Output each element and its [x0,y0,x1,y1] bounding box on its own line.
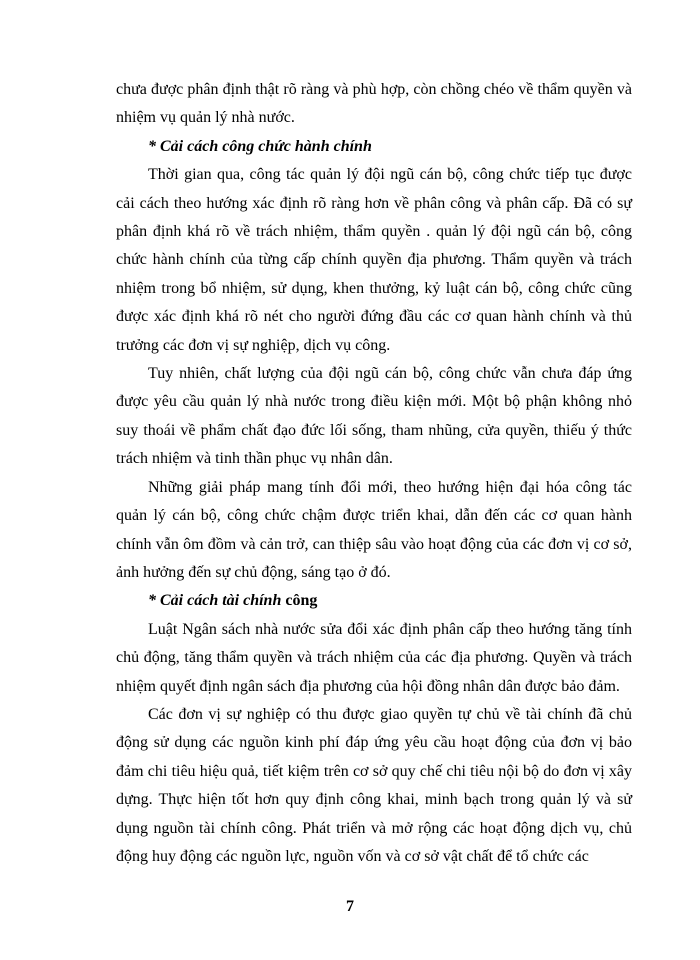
paragraph-staff-management: Thời gian qua, công tác quản lý đội ngũ cán bộ, công chức tiếp tục được cải cách theo hướng xác định rõ ràng hơn về phân công và phân cấp. Đã có sự phân định khá rõ về trách nhiệm, thẩm quyền . quản lý đội ngũ cán bộ, công chức hành chính của từng cấp chính quyền địa phương. Thẩm quyền và trách nhiệm trong bổ nhiệm, sử dụng, khen thưởng, kỷ luật cán bộ, công chức cũng được xác định khá rõ nét cho người đứng đầu các cơ quan hành chính và thủ trưởng các đơn vị sự nghiệp, dịch vụ công. [116,166,632,354]
paragraph-state-budget-law: Luật Ngân sách nhà nước sửa đổi xác định phân cấp theo hướng tăng tính chủ động, tăng thẩm quyền và trách nhiệm của các địa phương. Quyền và trách nhiệm quyết định ngân sách địa phương của hội đồng nhân dân được bảo đảm. [116,620,632,695]
body-text [116,76,632,871]
heading-public-finance-plain: công [285,592,318,610]
paragraph-continuation: chưa được phân định thật rõ ràng và phù hợp, còn chồng chéo về thẩm quyền và nhiệm vụ quản lý nhà nước. [116,81,632,127]
page-number: 7 [346,898,354,915]
heading-civil-service-reform-text: * Cải cách công chức hành chính [148,137,372,155]
heading-public-finance-reform [116,587,632,615]
paragraph-reform-solutions: Những giải pháp mang tính đổi mới, theo hướng hiện đại hóa công tác quản lý cán bộ, công chức chậm được triển khai, dẫn đến các cơ quan hành chính vẫn ôm đồm và cản trở, can thiệp sâu vào hoạt động của các đơn vị cơ sở, ảnh hưởng đến sự chủ động, sáng tạo ở đó. [116,478,632,581]
heading-civil-service-reform [116,133,632,161]
paragraph-staff-quality: Tuy nhiên, chất lượng của đội ngũ cán bộ, công chức vẫn chưa đáp ứng được yêu cầu quản lý nhà nước trong điều kiện mới. Một bộ phận không nhỏ suy thoái về phẩm chất đạo đức lối sống, tham nhũng, cửa quyền, thiếu ý thức trách nhiệm và tinh thần phục vụ nhân dân. [116,365,632,468]
heading-public-finance-italic: * Cải cách tài chính [148,592,282,610]
paragraph-autonomous-units: Các đơn vị sự nghiệp có thu được giao quyền tự chủ về tài chính đã chủ động sử dụng các nguồn kinh phí đáp ứng yêu cầu hoạt động của đơn vị bảo đảm chi tiêu hiệu quả, tiết kiệm trên cơ sở quy chế chi tiêu nội bộ do đơn vị xây dựng. Thực hiện tốt hơn quy định công khai, minh bạch trong quản lý và sử dụng nguồn tài chính công. Phát triển và mở rộng các hoạt động dịch vụ, chủ động huy động các nguồn lực, nguồn vốn và cơ sở vật chất để tổ chức các [116,705,632,865]
